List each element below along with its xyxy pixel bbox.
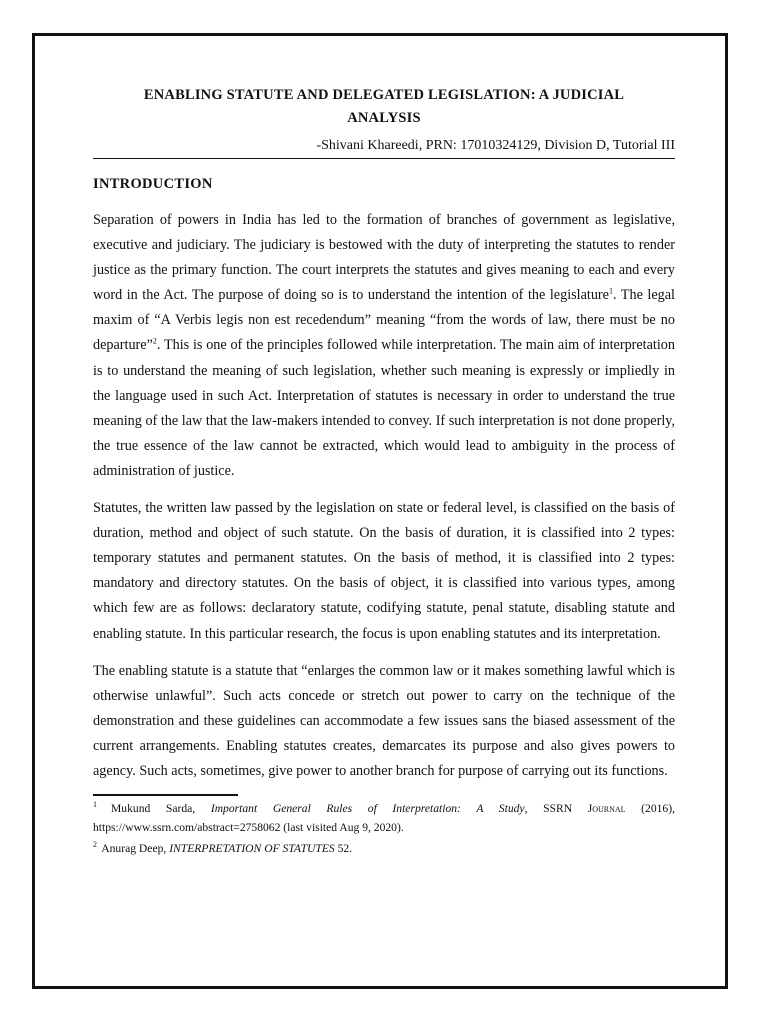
footnote-1-journal: Journal — [587, 802, 626, 816]
footnote-2-mark: 2 — [93, 840, 97, 850]
document-body — [93, 84, 675, 858]
footnote-1-sep: , SSRN — [524, 802, 588, 816]
section-heading: INTRODUCTION — [93, 176, 213, 192]
footnote-2-rest: 52. — [334, 842, 353, 856]
paragraph-3: The enabling statute is a statute that “enlarges the common law or it makes something lawful which is otherwise unlawful”. Such acts concede or stretch out power to carry on the technique of the demonstration and these guidelines can accommodate a few issues sans the biased assessment of the current arrangements. Enabling statutes creates, demarcates its purpose and also gives powers to agency. Such acts, sometimes, give power to another branch for purpose of carrying out its functions. — [93, 662, 675, 779]
footnote-1-work: Important General Rules of Interpretation: A Study — [210, 802, 525, 816]
footnote-2 — [93, 839, 675, 858]
footnote-1-author: Mukund Sarda, — [111, 802, 211, 816]
paragraph-1-part-3: . This is one of the principles followed while interpretation. The main aim of interpretation is to understand the meaning of such legislation, whether such meaning is expressly or impliedly in the language used in such Act. Interpretation of statutes is necessary in order to understand the true meaning of the law that the law-makers intended to convey. If such interpretation is not done properly, the true essence of the law cannot be extracted, which would lead to ambiguity in the process of administration of justice. — [93, 337, 675, 479]
footnote-1-rest[interactable]: (2016), https://www.ssrn.com/abstract=2758062 (last visited Aug 9, 2020). — [93, 802, 675, 835]
paragraph-1-part-2: . The legal maxim of “A Verbis legis non est recedendum” meaning “from the words of law, there must be no departure” — [93, 287, 675, 354]
paragraph-1-part-1: Separation of powers in India has led to the formation of branches of government as legislative, executive and judiciary. The judiciary is bestowed with the duty of interpreting the statutes to render justice as the primary function. The court interprets the statutes and gives meaning to each and every word in the Act. The purpose of doing so is to understand the intention of the legislature — [93, 212, 675, 304]
title-line-1: ENABLING STATUTE AND DELEGATED LEGISLATION: A JUDICIAL — [143, 87, 625, 103]
paragraph-1 — [93, 208, 675, 484]
footnote-1-mark: 1 — [93, 800, 97, 810]
author-line: -Shivani Khareedi, PRN: 17010324129, Division D, Tutorial III — [93, 136, 675, 159]
footnote-ref-1[interactable]: 1 — [608, 286, 613, 296]
footnote-ref-2[interactable]: 2 — [152, 336, 157, 346]
footnote-separator — [93, 794, 238, 796]
document-title — [93, 84, 675, 130]
paragraph-2: Statutes, the written law passed by the legislation on state or federal level, is classified on the basis of duration, method and object of such statute. On the basis of duration, it is classified into 2 types: temporary statutes and permanent statutes. On the basis of method, it is classified into 2 types: mandatory and directory statutes. On the basis of object, it is classified into various types, among which few are as follows: declaratory statute, codifying statute, penal statute, disabling statute and enabling statute. In this particular research, the focus is upon enabling statutes and its interpretation. — [93, 500, 675, 642]
footnote-2-author: Anurag Deep, — [99, 842, 170, 856]
footnote-1 — [93, 799, 675, 837]
title-line-2: ANALYSIS — [347, 110, 421, 126]
footnote-2-work: INTERPRETATION OF STATUTES — [169, 842, 335, 856]
